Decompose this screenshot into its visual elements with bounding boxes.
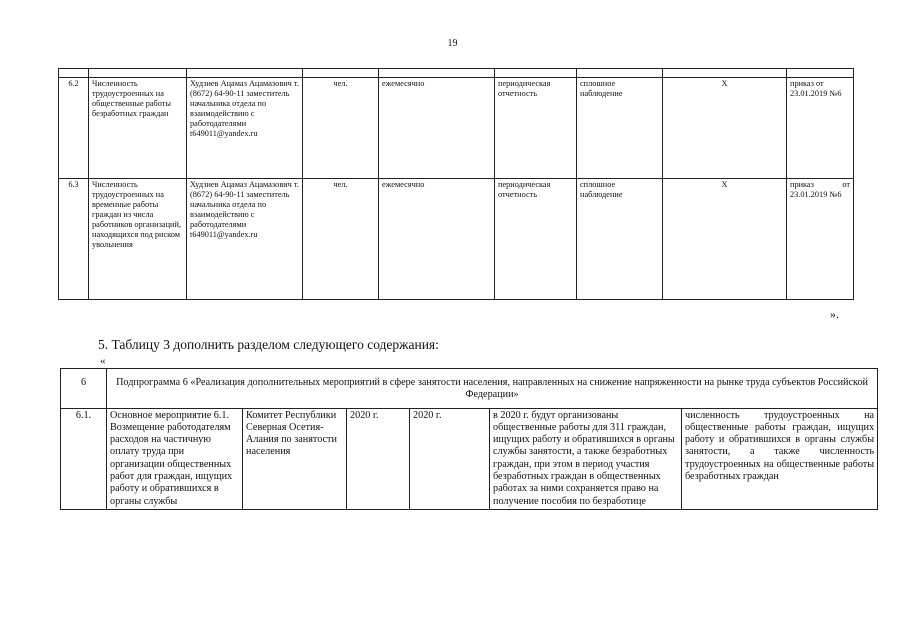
subprogram-table [60, 368, 878, 510]
observation-method: сплошное наблюдение [577, 179, 663, 300]
table-row [61, 408, 878, 509]
source-form: периодическая отчетность [495, 179, 577, 300]
row-number: 6.2 [59, 78, 89, 179]
activity-number: 6.1. [61, 408, 107, 509]
responsible-person: Худзиев Ацамаз Ацамазович т. (8672) 64-90-11 заместитель начальника отдела по взаимодействию с работодателями t649011@yandex.ru [187, 179, 303, 300]
activity-description: Основное мероприятие 6.1. Возмещение работодателям расходов на частичную оплату труда при организации общественных работ для граждан, ищущих работу и обратившихся в органы службы [107, 408, 243, 509]
responsible-person: Худзиев Ацамаз Ацамазович т. (8672) 64-90-11 заместитель начальника отдела по взаимодействию с работодателями t649011@yandex.ru [187, 78, 303, 179]
target-indicators: численность трудоустроенных на общественные работы граждан, ищущих работу и обратившихся в органы службы занятости, а также численность трудоустроенных на общественные работы безработных граждан [682, 408, 878, 509]
start-year: 2020 г. [347, 408, 410, 509]
basis-document: приказ от 23.01.2019 №6 [787, 179, 854, 300]
subprogram-number: 6 [61, 369, 107, 409]
subprogram-title: Подпрограмма 6 «Реализация дополнительных мероприятий в сфере занятости населения, направленных на снижение напряженности на рынке труда субъектов Российской Федерации» [107, 369, 878, 409]
indicators-table [58, 68, 854, 300]
source-form: периодическая отчетность [495, 78, 577, 179]
frequency: ежемесячно [379, 78, 495, 179]
unit: чел. [303, 179, 379, 300]
table-row [59, 179, 854, 300]
indicator-name: Численность трудоустроенных на временные работы граждан из числа работников организаций, находящихся под риском увольнения [89, 179, 187, 300]
end-year: 2020 г. [410, 408, 490, 509]
mark: Х [663, 78, 787, 179]
unit: чел. [303, 78, 379, 179]
observation-method: сплошное наблюдение [577, 78, 663, 179]
expected-result: в 2020 г. будут организованы общественные работы для 311 граждан, ищущих работу и обратившихся в органы службы занятости, а также безработных граждан, при этом в период участия безработных граждан в общественных работах за ними сохраняется право на получение пособия по безработице [490, 408, 682, 509]
closing-quote: ». [830, 307, 839, 321]
opening-quote: « [100, 355, 106, 367]
executor: Комитет Республики Северная Осетия-Алания по занятости населения [243, 408, 347, 509]
section-heading: 5. Таблицу 3 дополнить разделом следующего содержания: [98, 337, 439, 352]
table-row [59, 78, 854, 179]
subprogram-header-row [61, 369, 878, 409]
page-number: 19 [447, 38, 458, 49]
row-number: 6.3 [59, 179, 89, 300]
basis-document: приказ от 23.01.2019 №6 [787, 78, 854, 179]
table-header-spacer-row [59, 69, 854, 78]
indicator-name: Численность трудоустроенных на общественные работы безработных граждан [89, 78, 187, 179]
frequency: ежемесячно [379, 179, 495, 300]
mark: Х [663, 179, 787, 300]
